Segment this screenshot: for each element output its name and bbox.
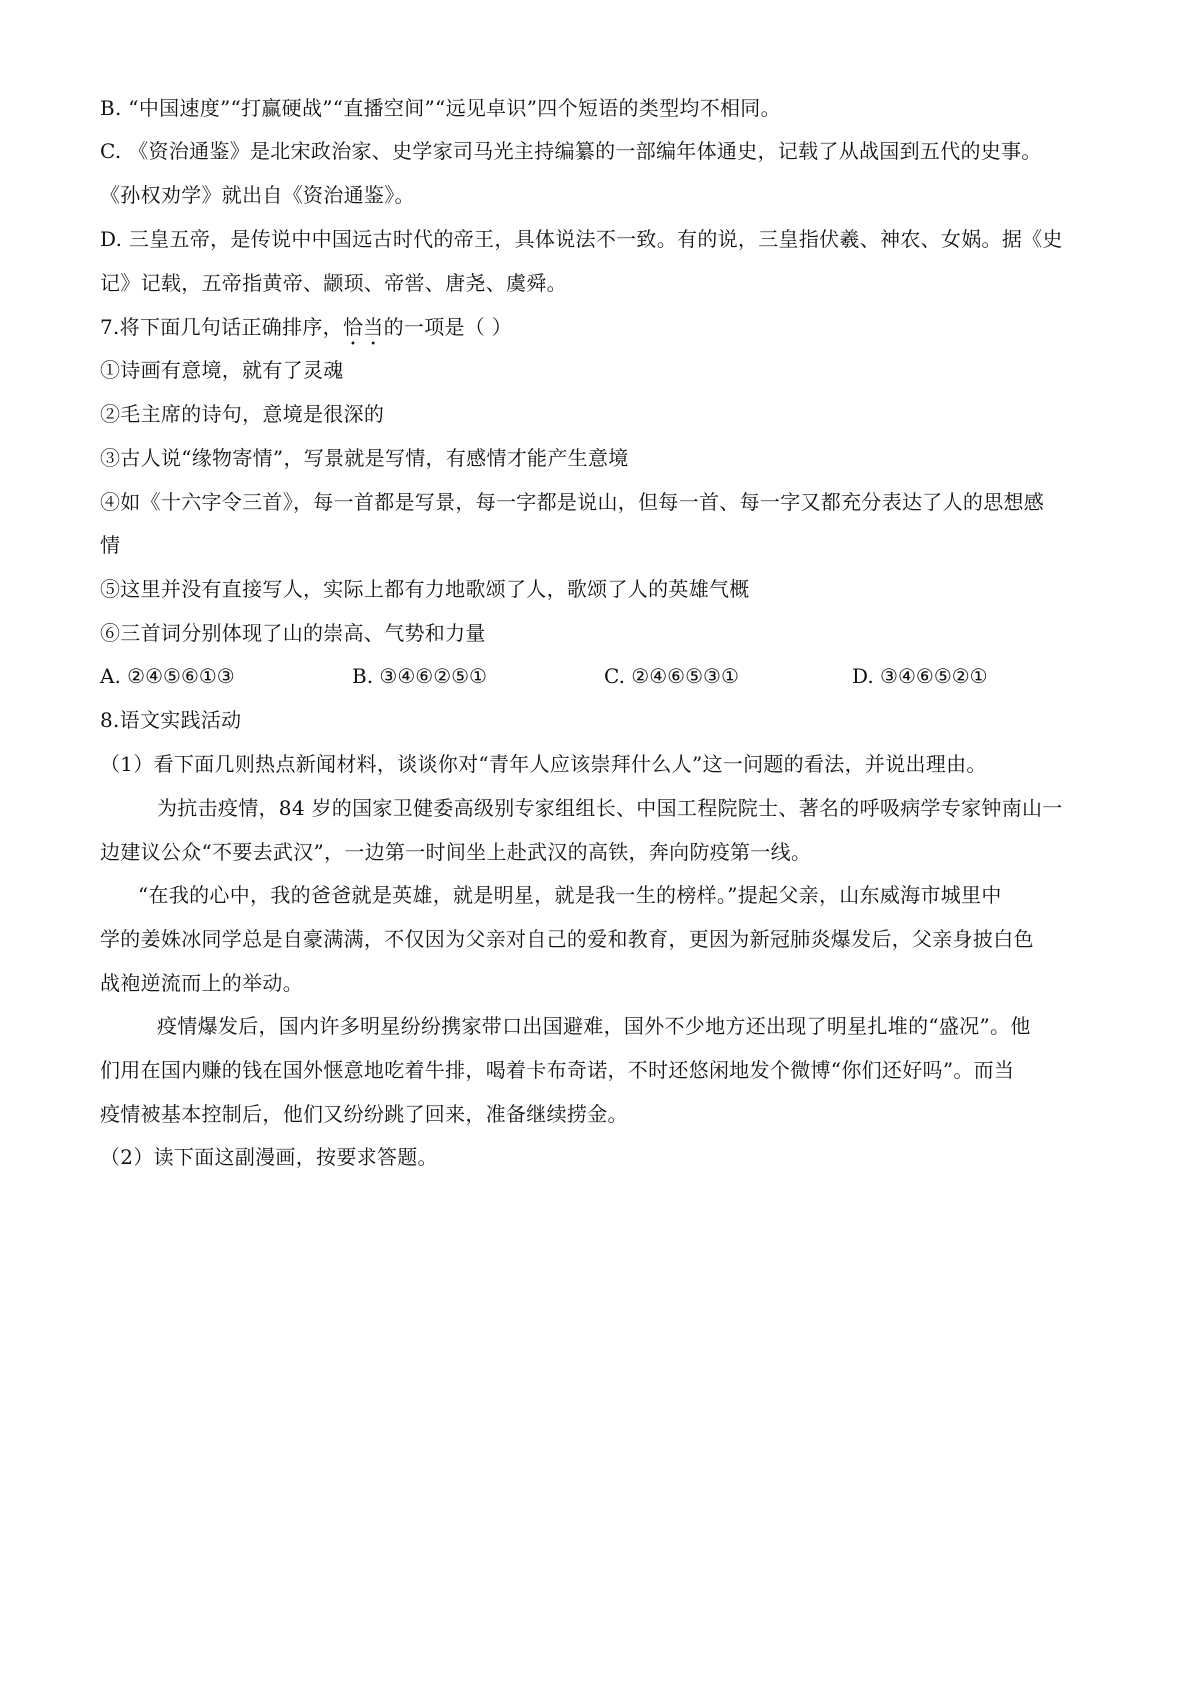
q7-stem-after: 的一项是（ ） <box>383 315 513 339</box>
q8-para1-line1: 为抗击疫情，84 岁的国家卫健委高级别专家组组长、中国工程院院士、著名的呼吸病学专家钟南山一 <box>157 796 1063 820</box>
q6-option-d-line2: 记》记载，五帝指黄帝、颛顼、帝喾、唐尧、虞舜。 <box>100 271 567 295</box>
q8-part1-prompt: （1）看下面几则热点新闻材料，谈谈你对“青年人应该崇拜什么人”这一问题的看法，并说出理由。 <box>100 752 987 776</box>
q6-option-c-line2: 《孙权劝学》就出自《资治通鉴》。 <box>100 183 415 207</box>
q6-option-c-line1: C. 《资治通鉴》是北宋政治家、史学家司马光主持编纂的一部编年体通史，记载了从战国到五代的史事。 <box>100 139 1042 163</box>
q8-para3-line3: 疫情被基本控制后，他们又纷纷跳了回来，准备继续捞金。 <box>100 1102 628 1126</box>
q7-sentence-1: ①诗画有意境，就有了灵魂 <box>100 358 344 382</box>
q7-sentence-4-line1: ④如《十六字令三首》，每一首都是写景，每一字都是说山，但每一首、每一字又都充分表达了人的思想感 <box>100 490 1045 514</box>
q8-para3-line1: 疫情爆发后，国内许多明星纷纷携家带口出国避难，国外不少地方还出现了明星扎堆的“盛况”。他 <box>157 1014 1031 1038</box>
q7-sentence-2: ②毛主席的诗句，意境是很深的 <box>100 402 385 426</box>
q8-para2-line3: 战袍逆流而上的举动。 <box>100 971 303 995</box>
q6-option-b: B. “中国速度”“打赢硬战”“直播空间”“远见卓识”四个短语的类型均不相同。 <box>100 96 781 120</box>
q8-para3-line2: 们用在国内赚的钱在国外惬意地吃着牛排，喝着卡布奇诺，不时还悠闲地发个微博“你们还好吗”。而当 <box>100 1058 1015 1082</box>
q8-para2-line1: “在我的心中，我的爸爸就是英雄，就是明星，就是我一生的榜样。”提起父亲，山东威海市城里中 <box>138 883 1002 907</box>
q8-para2-line2: 学的姜姝冰同学总是自豪满满，不仅因为父亲对自己的爱和教育，更因为新冠肺炎爆发后，父亲身披白色 <box>100 927 1034 951</box>
q7-stem-emphasis: 恰当 <box>342 315 384 339</box>
q8-part2-prompt: （2）读下面这副漫画，按要求答题。 <box>100 1145 438 1169</box>
q7-option-d: D. ③④⑥⑤②① <box>852 664 988 688</box>
q8-para1-line2: 边建议公众“不要去武汉”，一边第一时间坐上赴武汉的高铁，奔向防疫第一线。 <box>100 840 812 864</box>
q6-option-d-line1: D. 三皇五帝，是传说中中国远古时代的帝王，具体说法不一致。有的说，三皇指伏羲、神农、女娲。据《史 <box>100 227 1063 251</box>
q8-title: 8.语文实践活动 <box>100 708 242 732</box>
q7-option-b: B. ③④⑥②⑤① <box>352 664 487 688</box>
q7-option-a: A. ②④⑤⑥①③ <box>100 664 235 688</box>
q7-stem-before: 7.将下面几句话正确排序， <box>100 315 343 339</box>
q7-option-c: C. ②④⑥⑤③① <box>604 664 739 688</box>
q7-sentence-3: ③古人说“缘物寄情”，写景就是写情，有感情才能产生意境 <box>100 446 629 470</box>
q7-sentence-4-line2: 情 <box>100 533 121 557</box>
q7-sentence-6: ⑥三首词分别体现了山的崇高、气势和力量 <box>100 621 486 645</box>
q7-sentence-5: ⑤这里并没有直接写人，实际上都有力地歌颂了人，歌颂了人的英雄气概 <box>100 577 750 601</box>
q7-stem <box>100 313 512 350</box>
